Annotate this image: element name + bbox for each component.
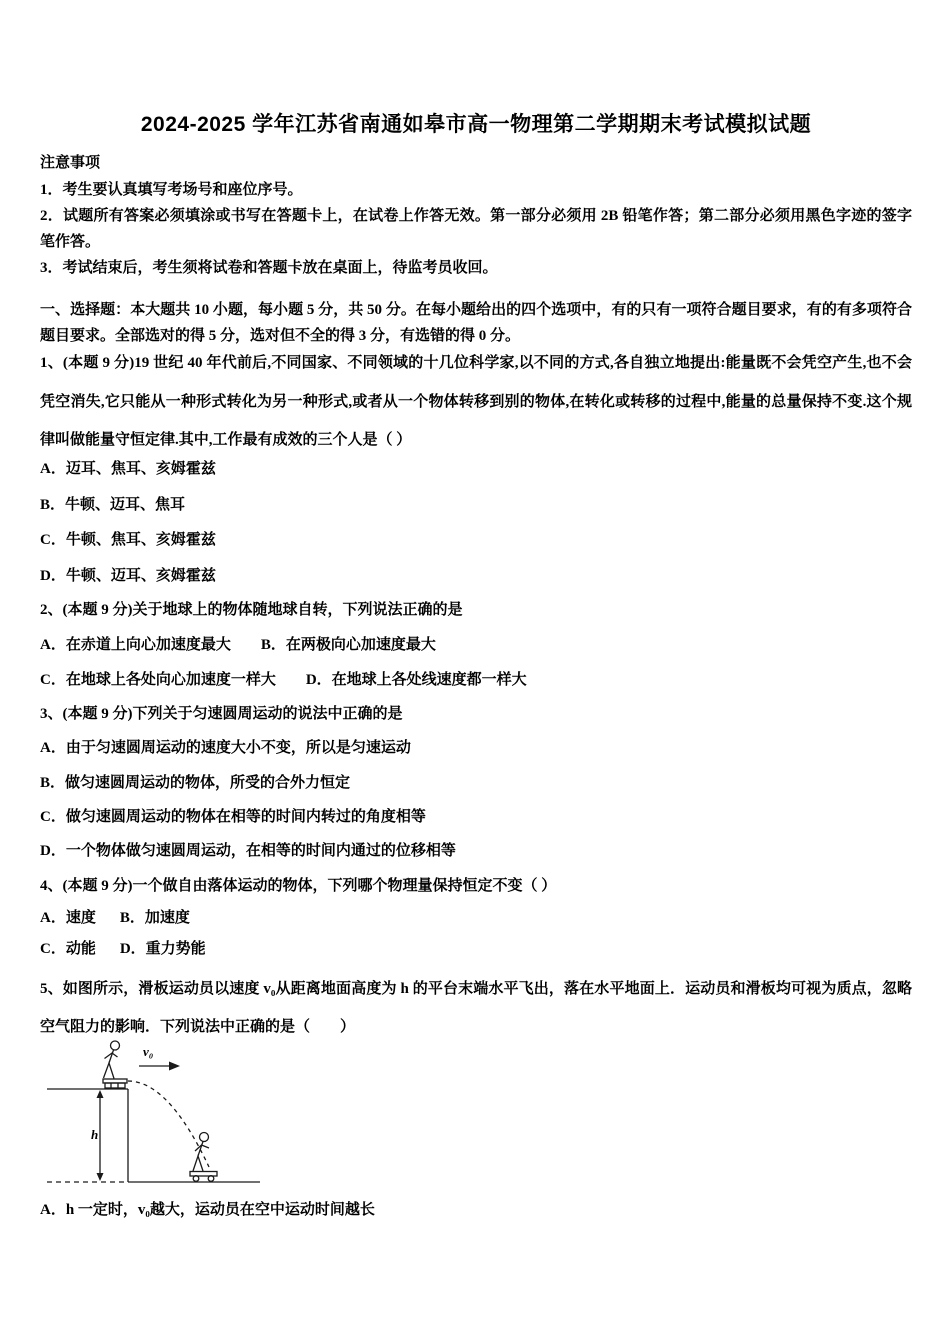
notice-item-1: 1．考生要认真填写考场号和座位序号。 [40,182,303,198]
v0-label: v₀ [143,1044,154,1059]
question-1-option-b: B．牛顿、迈耳、焦耳 [40,497,186,513]
h-label: h [91,1127,99,1142]
question-3-option-a: A．由于匀速圆周运动的速度大小不变，所以是匀速运动 [40,740,411,756]
question-2-options-row-2 [40,670,912,690]
question-4-stem: 4、(本题 9 分)一个做自由落体运动的物体，下列哪个物理量保持恒定不变（ ） [40,878,557,894]
landing-skater-legs [193,1156,203,1171]
question-5-stem: 5、如图所示，滑板运动员以速度 v₀从距离地面高度为 h 的平台末端水平飞出，落在水平地面上．运动员和滑板均可视为质点，忽略空气阻力的影响．下列说法中正确的是（ ） [40,981,912,1035]
trajectory-path [128,1081,209,1167]
height-arrow-up-head [97,1090,104,1098]
question-4-option-a: A．速度 [40,910,96,926]
landing-skater-arms [195,1145,209,1151]
top-skater-legs [104,1063,115,1079]
question-5-figure [47,1037,277,1189]
landing-skateboard-deck [190,1172,217,1177]
question-2-option-b: B．在两极向心加速度最大 [260,637,436,653]
question-2-options-row-1 [40,635,912,655]
landing-skater-torso [198,1142,203,1157]
question-2-option-d: D．在地球上各处线速度都一样大 [305,672,527,688]
landing-skater-head [200,1133,209,1142]
skateboarder-diagram [47,1037,277,1189]
question-1-option-d: D．牛顿、迈耳、亥姆霍兹 [40,568,216,584]
question-1-option-a: A．迈耳、焦耳、亥姆霍兹 [40,461,216,477]
height-arrow-down-head [97,1173,104,1181]
question-4-option-d: D．重力势能 [119,941,206,957]
section-intro: 一、选择题：本大题共 10 小题，每小题 5 分，共 50 分。在每小题给出的四个选项中，有的只有一项符合题目要求，有的有多项符合题目要求。全部选对的得 5 分，选对但不全的得 3 分，有选错的得 0 分。 [40,302,912,344]
question-1-stem: 1、(本题 9 分)19 世纪 40 年代前后,不同国家、不同领域的十几位科学家,以不同的方式,各自独立地提出:能量既不会凭空产生,也不会凭空消失,它只能从一种形式转化为另一种形式,或者从一个物体转移到别的物体,在转化或转移的过程中,能量的总量保持不变.这个规律叫做能量守恒定律.其中,工作最有成效的三个人是（ ） [40,355,912,448]
question-2-option-a: A．在赤道上向心加速度最大 [40,637,231,653]
question-3-option-d: D．一个物体做匀速圆周运动，在相等的时间内通过的位移相等 [40,843,456,859]
question-3-stem: 3、(本题 9 分)下列关于匀速圆周运动的说法中正确的是 [40,706,403,722]
top-skater-torso [109,1050,114,1063]
question-4-options-row-2 [40,939,912,959]
question-1-option-c: C．牛顿、焦耳、亥姆霍兹 [40,532,216,548]
question-4-option-c: C．动能 [40,941,96,957]
question-4-option-b: B．加速度 [119,910,190,926]
question-5-option-a: A．h 一定时，v₀越大，运动员在空中运动时间越长 [40,1202,375,1218]
notice-item-3: 3．考试结束后，考生须将试卷和答题卡放在桌面上，待监考员收回。 [40,260,498,276]
top-skater-head [111,1041,120,1050]
question-3-option-b: B．做匀速圆周运动的物体，所受的合外力恒定 [40,775,351,791]
question-3-option-c: C．做匀速圆周运动的物体在相等的时间内转过的角度相等 [40,809,426,825]
question-2-option-c: C．在地球上各处向心加速度一样大 [40,672,276,688]
top-skateboard-base [105,1083,125,1088]
question-4-options-row-1 [40,908,912,928]
question-2-stem: 2、(本题 9 分)关于地球上的物体随地球自转，下列说法正确的是 [40,602,463,618]
notice-item-2: 2．试题所有答案必须填涂或书写在答题卡上，在试卷上作答无效。第一部分必须用 2B 铅笔作答；第二部分必须用黑色字迹的签字笔作答。 [40,208,912,250]
notices-header: 注意事项 [40,155,101,171]
page-title: 2024-2025 学年江苏省南通如皋市高一物理第二学期期末考试模拟试题 [140,113,812,136]
v0-arrow-head [169,1062,180,1071]
